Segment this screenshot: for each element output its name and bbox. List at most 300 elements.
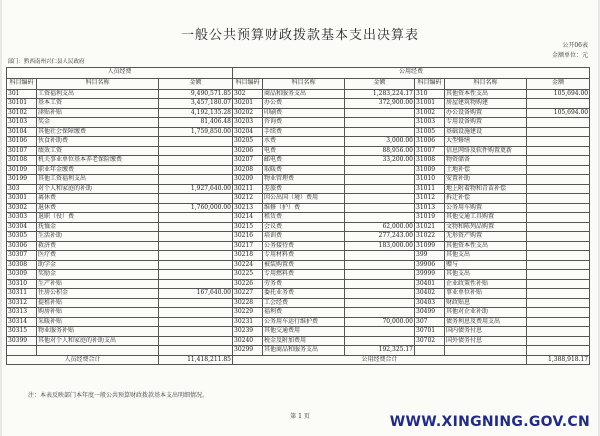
cell-amount: 192,325.17 xyxy=(345,346,415,356)
table-row xyxy=(7,327,590,337)
cell-code: 31002 xyxy=(415,108,445,118)
cell-name: 提租补贴 xyxy=(37,298,159,308)
cell-code: 30202 xyxy=(233,108,263,118)
cell-name: 物资储备 xyxy=(445,156,527,166)
cell-code: 30209 xyxy=(233,175,263,185)
table-row xyxy=(7,232,590,242)
cell-amount: 9,490,571.85 xyxy=(159,89,233,99)
col-code: 科目编码 xyxy=(415,78,445,89)
cell-amount xyxy=(345,203,415,213)
cell-amount xyxy=(345,118,415,128)
col-code: 科目编码 xyxy=(7,78,37,89)
cell-code: 30402 xyxy=(415,289,445,299)
cell-amount xyxy=(345,194,415,204)
cell-code: 30315 xyxy=(7,327,37,337)
cell-amount xyxy=(159,175,233,185)
cell-code: 30240 xyxy=(233,336,263,346)
cell-name: 津贴补贴 xyxy=(37,108,159,118)
cell-name: 劳务费 xyxy=(263,279,345,289)
cell-code: 30212 xyxy=(233,194,263,204)
cell-code: 30239 xyxy=(233,327,263,337)
cell-name: 公务接待费 xyxy=(263,241,345,251)
cell-amount: 372,900.00 xyxy=(345,99,415,109)
cell-name: 基本工资 xyxy=(37,99,159,109)
cell-amount: 88,956.00 xyxy=(345,146,415,156)
table-row xyxy=(7,222,590,232)
cell-code: 30107 xyxy=(7,146,37,156)
cell-amount xyxy=(345,184,415,194)
cell-code: 31011 xyxy=(415,184,445,194)
cell-name: 助学金 xyxy=(37,260,159,270)
cell-name: 其他资本性支出 xyxy=(445,241,527,251)
cell-code: 30229 xyxy=(233,308,263,318)
cell-amount xyxy=(159,156,233,166)
cell-amount xyxy=(527,175,590,185)
cell-code: 30216 xyxy=(233,232,263,242)
totals-row xyxy=(7,355,590,365)
cell-amount xyxy=(527,137,590,147)
cell-name: 其他交通工具购置 xyxy=(445,213,527,223)
cell-amount xyxy=(159,346,233,356)
cell-code: 30201 xyxy=(233,99,263,109)
cell-name: 安置补助 xyxy=(445,175,527,185)
cell-code: 30109 xyxy=(7,165,37,175)
cell-amount xyxy=(527,213,590,223)
cell-name: 医疗费 xyxy=(37,251,159,261)
cell-code: 30102 xyxy=(7,108,37,118)
cell-amount xyxy=(527,251,590,261)
cell-name: 企业政策性补贴 xyxy=(445,279,527,289)
personnel-header: 人员经费 xyxy=(7,67,233,78)
cell-amount: 183,000.00 xyxy=(345,241,415,251)
cell-amount xyxy=(159,270,233,280)
cell-amount: 277,243.00 xyxy=(345,232,415,242)
personnel-total-label: 人员经费合计 xyxy=(7,355,159,365)
column-header-row xyxy=(7,78,590,89)
cell-code: 31010 xyxy=(415,175,445,185)
cell-amount: 3,000.00 xyxy=(345,137,415,147)
cell-code: 31019 xyxy=(415,213,445,223)
cell-code: 30227 xyxy=(233,289,263,299)
cell-code: 31099 xyxy=(415,241,445,251)
cell-name: 物业管理费 xyxy=(263,175,345,185)
cell-amount xyxy=(345,165,415,175)
cell-amount xyxy=(527,222,590,232)
cell-name: 咨询费 xyxy=(263,118,345,128)
cell-name: 商品和服务支出 xyxy=(263,89,345,99)
cell-code: 30307 xyxy=(7,251,37,261)
cell-code: 30314 xyxy=(7,317,37,327)
cell-name: 文物和陈列品购置 xyxy=(445,222,527,232)
cell-name: 专用设备购置 xyxy=(445,118,527,128)
cell-code: 30206 xyxy=(233,146,263,156)
cell-code: 30204 xyxy=(233,127,263,137)
col-name: 科目名称 xyxy=(37,78,159,89)
table-row xyxy=(7,251,590,261)
cell-amount xyxy=(345,127,415,137)
cell-name: 地上附着物和青苗补偿 xyxy=(445,184,527,194)
table-row xyxy=(7,308,590,318)
cell-code: 30224 xyxy=(233,260,263,270)
cell-code: 30226 xyxy=(233,279,263,289)
cell-amount xyxy=(345,108,415,118)
cell-name: 公务用车购置 xyxy=(445,203,527,213)
cell-name: 职业年金缴费 xyxy=(37,165,159,175)
table-row xyxy=(7,156,590,166)
cell-code: 31006 xyxy=(415,137,445,147)
cell-amount xyxy=(159,251,233,261)
cell-name xyxy=(445,346,527,356)
cell-code: 30213 xyxy=(233,203,263,213)
cell-code: 30302 xyxy=(7,203,37,213)
cell-name: 公务用车运行维护费 xyxy=(263,317,345,327)
cell-name: 土地补偿 xyxy=(445,165,527,175)
cell-code: 30218 xyxy=(233,251,263,261)
table-row xyxy=(7,336,590,346)
cell-name: 其他社会保障缴费 xyxy=(37,127,159,137)
cell-name: 印刷费 xyxy=(263,108,345,118)
cell-amount xyxy=(527,146,590,156)
cell-amount xyxy=(159,222,233,232)
cell-code: 30311 xyxy=(7,289,37,299)
cell-name: 专用材料费 xyxy=(263,251,345,261)
cell-code: 30299 xyxy=(233,346,263,356)
cell-code: 39906 xyxy=(415,260,445,270)
cell-name: 财政贴息 xyxy=(445,298,527,308)
cell-amount xyxy=(345,251,415,261)
cell-name: 债务利息及费用支出 xyxy=(445,317,527,327)
cell-name: 采暖补贴 xyxy=(37,317,159,327)
unit-label: 金额单位：元 xyxy=(551,52,588,59)
department-label: 部门：黔西南州兴仁县人民政府 xyxy=(7,59,85,65)
cell-amount: 1,283,224.17 xyxy=(345,89,415,99)
cell-name: 税金及附加费用 xyxy=(263,336,345,346)
cell-amount xyxy=(159,137,233,147)
cell-code: 30308 xyxy=(7,260,37,270)
cell-name: 取暖费 xyxy=(263,165,345,175)
public-total-label: 公用经费合计 xyxy=(233,355,527,365)
cell-name: 房屋建筑物购建 xyxy=(445,99,527,109)
col-name: 科目名称 xyxy=(445,78,527,89)
cell-name: 水费 xyxy=(263,137,345,147)
cell-amount xyxy=(345,213,415,223)
cell-code: 31013 xyxy=(415,203,445,213)
table-row xyxy=(7,213,590,223)
cell-amount xyxy=(345,327,415,337)
cell-code: 30313 xyxy=(7,308,37,318)
cell-amount xyxy=(527,260,590,270)
cell-name: 绩效工资 xyxy=(37,146,159,156)
cell-amount xyxy=(527,241,590,251)
cell-name: 物业服务补贴 xyxy=(37,327,159,337)
cell-code: 310 xyxy=(415,89,445,99)
cell-code: 30205 xyxy=(233,137,263,147)
cell-name: 电费 xyxy=(263,146,345,156)
cell-code: 30225 xyxy=(233,270,263,280)
cell-code: 30305 xyxy=(7,232,37,242)
cell-amount xyxy=(159,308,233,318)
cell-amount xyxy=(159,241,233,251)
table-row xyxy=(7,146,590,156)
cell-name: 国外债务付息 xyxy=(445,336,527,346)
cell-amount xyxy=(159,146,233,156)
table-row xyxy=(7,317,590,327)
cell-code: 30104 xyxy=(7,127,37,137)
cell-code: 30701 xyxy=(415,327,445,337)
cell-amount xyxy=(527,165,590,175)
unit-row xyxy=(7,58,590,67)
cell-amount xyxy=(345,175,415,185)
public-header: 公用经费 xyxy=(233,67,590,78)
cell-name: 对个人和家庭的补助 xyxy=(37,184,159,194)
cell-amount xyxy=(345,336,415,346)
cell-code: 31008 xyxy=(415,156,445,166)
cell-amount xyxy=(527,127,590,137)
cell-name: 其他对企业补助 xyxy=(445,308,527,318)
cell-code: 30303 xyxy=(7,213,37,223)
cell-amount xyxy=(345,270,415,280)
cell-code: 30702 xyxy=(415,336,445,346)
cell-amount xyxy=(159,279,233,289)
cell-code xyxy=(7,346,37,356)
cell-amount xyxy=(527,232,590,242)
cell-name: 奖金 xyxy=(37,118,159,128)
cell-code: 30208 xyxy=(233,165,263,175)
cell-name: 抚恤金 xyxy=(37,222,159,232)
cell-name: 工资福利支出 xyxy=(37,89,159,99)
cell-name: 专用燃料费 xyxy=(263,270,345,280)
cell-code: 30103 xyxy=(7,118,37,128)
cell-name: 其他资本性支出 xyxy=(445,89,527,99)
table-row xyxy=(7,194,590,204)
cell-code: 31022 xyxy=(415,232,445,242)
table-row xyxy=(7,260,590,270)
cell-name: 租赁费 xyxy=(263,213,345,223)
cell-name: 大型修缮 xyxy=(445,137,527,147)
cell-amount xyxy=(527,346,590,356)
cell-name: 住房公积金 xyxy=(37,289,159,299)
cell-name: 办公设备购置 xyxy=(445,108,527,118)
cell-code: 30203 xyxy=(233,118,263,128)
cell-amount xyxy=(527,184,590,194)
cell-name: 其他对个人和家庭的补助支出 xyxy=(37,336,159,346)
form-number: 公开06表 xyxy=(562,42,588,49)
cell-name: 因公出国（境）费用 xyxy=(263,194,345,204)
personnel-total-value: 11,418,211.85 xyxy=(159,355,233,365)
cell-name: 其他交通费用 xyxy=(263,327,345,337)
cell-code: 307 xyxy=(415,317,445,327)
cell-code: 31005 xyxy=(415,127,445,137)
cell-code: 30403 xyxy=(415,298,445,308)
cell-amount xyxy=(527,99,590,109)
cell-code: 30108 xyxy=(7,156,37,166)
cell-name: 信息网络及软件购置更新 xyxy=(445,146,527,156)
cell-code: 31003 xyxy=(415,118,445,128)
cell-amount: 1,927,640.00 xyxy=(159,184,233,194)
cell-amount xyxy=(345,298,415,308)
cell-code: 30312 xyxy=(7,298,37,308)
cell-code: 30309 xyxy=(7,270,37,280)
cell-name: 机关事业单位基本养老保险缴费 xyxy=(37,156,159,166)
table-row xyxy=(7,99,590,109)
cell-name: 退休费 xyxy=(37,203,159,213)
cell-code: 30228 xyxy=(233,298,263,308)
cell-code: 39999 xyxy=(415,270,445,280)
cell-name: 手续费 xyxy=(263,127,345,137)
cell-code: 30306 xyxy=(7,241,37,251)
cell-amount xyxy=(159,317,233,327)
document-page xyxy=(2,0,598,436)
cell-name: 其他商品和服务支出 xyxy=(263,346,345,356)
cell-amount: 62,000.00 xyxy=(345,222,415,232)
cell-code: 30401 xyxy=(415,279,445,289)
cell-name: 无形资产购置 xyxy=(445,232,527,242)
table-note: 注：本表反映部门本年度一般公共预算财政拨款基本支出明细情况。 xyxy=(28,392,209,399)
cell-amount xyxy=(159,298,233,308)
cell-name: 拆迁补偿 xyxy=(445,194,527,204)
table-row xyxy=(7,89,590,99)
cell-code: 31012 xyxy=(415,194,445,204)
cell-amount xyxy=(527,289,590,299)
group-header-row xyxy=(7,67,590,78)
cell-amount: 4,192,135.28 xyxy=(159,108,233,118)
cell-name: 生活补助 xyxy=(37,232,159,242)
cell-amount xyxy=(159,327,233,337)
cell-code: 302 xyxy=(233,89,263,99)
cell-amount xyxy=(345,279,415,289)
table-row xyxy=(7,165,590,175)
cell-name: 会议费 xyxy=(263,222,345,232)
cell-name: 奖励金 xyxy=(37,270,159,280)
cell-code: 30207 xyxy=(233,156,263,166)
cell-amount: 33,200.00 xyxy=(345,156,415,166)
cell-name: 被装购置费 xyxy=(263,260,345,270)
col-code: 科目编码 xyxy=(233,78,263,89)
cell-name: 国内债务付息 xyxy=(445,327,527,337)
table-row xyxy=(7,175,590,185)
cell-name: 维修（护）费 xyxy=(263,203,345,213)
cell-amount xyxy=(527,270,590,280)
table-row xyxy=(7,298,590,308)
cell-amount: 81,406.48 xyxy=(159,118,233,128)
cell-amount xyxy=(345,260,415,270)
cell-amount: 167,640.00 xyxy=(159,289,233,299)
col-amount: 金额 xyxy=(159,78,233,89)
cell-code: 30106 xyxy=(7,137,37,147)
cell-amount xyxy=(527,203,590,213)
cell-name: 基础设施建设 xyxy=(445,127,527,137)
cell-amount xyxy=(159,213,233,223)
cell-name: 差旅费 xyxy=(263,184,345,194)
cell-name: 其他工资福利支出 xyxy=(37,175,159,185)
cell-name: 退职（役）费 xyxy=(37,213,159,223)
document-title: 一般公共预算财政拨款基本支出决算表 xyxy=(180,28,419,43)
table-body xyxy=(7,89,590,355)
cell-code: 31021 xyxy=(415,222,445,232)
cell-name: 伙食补助费 xyxy=(37,137,159,147)
table-row xyxy=(7,137,590,147)
table-row xyxy=(7,279,590,289)
cell-name: 办公费 xyxy=(263,99,345,109)
cell-code: 30231 xyxy=(233,317,263,327)
cell-amount xyxy=(159,165,233,175)
cell-amount xyxy=(345,289,415,299)
cell-code: 31001 xyxy=(415,99,445,109)
cell-amount xyxy=(527,308,590,318)
cell-code: 30211 xyxy=(233,184,263,194)
cell-code: 301 xyxy=(7,89,37,99)
cell-name: 救济费 xyxy=(37,241,159,251)
cell-name: 福利费 xyxy=(263,308,345,318)
cell-code xyxy=(415,346,445,356)
cell-name: 委托业务费 xyxy=(263,289,345,299)
cell-amount xyxy=(527,327,590,337)
cell-code: 303 xyxy=(7,184,37,194)
table-row xyxy=(7,127,590,137)
public-total-value: 1,388,918.17 xyxy=(527,355,590,365)
col-amount: 金额 xyxy=(527,78,590,89)
cell-code: 31007 xyxy=(415,146,445,156)
cell-amount xyxy=(527,156,590,166)
cell-name: 事业单位补贴 xyxy=(445,289,527,299)
cell-name: 购房补贴 xyxy=(37,308,159,318)
cell-amount xyxy=(527,279,590,289)
page-number: 第 1 页 xyxy=(290,413,310,420)
cell-code: 30304 xyxy=(7,222,37,232)
table-row xyxy=(7,270,590,280)
cell-name: 培训费 xyxy=(263,232,345,242)
table-row xyxy=(7,346,590,356)
cell-amount xyxy=(159,194,233,204)
cell-amount: 1,760,000.00 xyxy=(159,203,233,213)
cell-amount: 3,457,180.07 xyxy=(159,99,233,109)
table-row xyxy=(7,289,590,299)
cell-name: 离休费 xyxy=(37,194,159,204)
cell-name xyxy=(37,346,159,356)
cell-code: 30217 xyxy=(233,241,263,251)
cell-amount xyxy=(159,336,233,346)
cell-code: 399 xyxy=(415,251,445,261)
cell-name: 其他支出 xyxy=(445,251,527,261)
cell-code: 30310 xyxy=(7,279,37,289)
cell-code: 30301 xyxy=(7,194,37,204)
table-row xyxy=(7,184,590,194)
cell-code: 30215 xyxy=(233,222,263,232)
cell-amount xyxy=(159,232,233,242)
cell-code: 30499 xyxy=(415,308,445,318)
table-row xyxy=(7,108,590,118)
cell-code: 31009 xyxy=(415,165,445,175)
budget-table xyxy=(6,58,590,365)
cell-code: 30199 xyxy=(7,175,37,185)
cell-code: 30214 xyxy=(233,213,263,223)
cell-amount xyxy=(159,260,233,270)
cell-name: 生产补贴 xyxy=(37,279,159,289)
table-row xyxy=(7,241,590,251)
cell-amount xyxy=(527,298,590,308)
cell-amount xyxy=(527,118,590,128)
cell-amount xyxy=(527,317,590,327)
cell-name: 邮电费 xyxy=(263,156,345,166)
cell-name: 其他支出 xyxy=(445,270,527,280)
table-row xyxy=(7,203,590,213)
col-name: 科目名称 xyxy=(263,78,345,89)
cell-code: 30101 xyxy=(7,99,37,109)
cell-amount xyxy=(345,308,415,318)
cell-amount: 105,694.00 xyxy=(527,108,590,118)
cell-name: 赠与 xyxy=(445,260,527,270)
cell-code: 30399 xyxy=(7,336,37,346)
